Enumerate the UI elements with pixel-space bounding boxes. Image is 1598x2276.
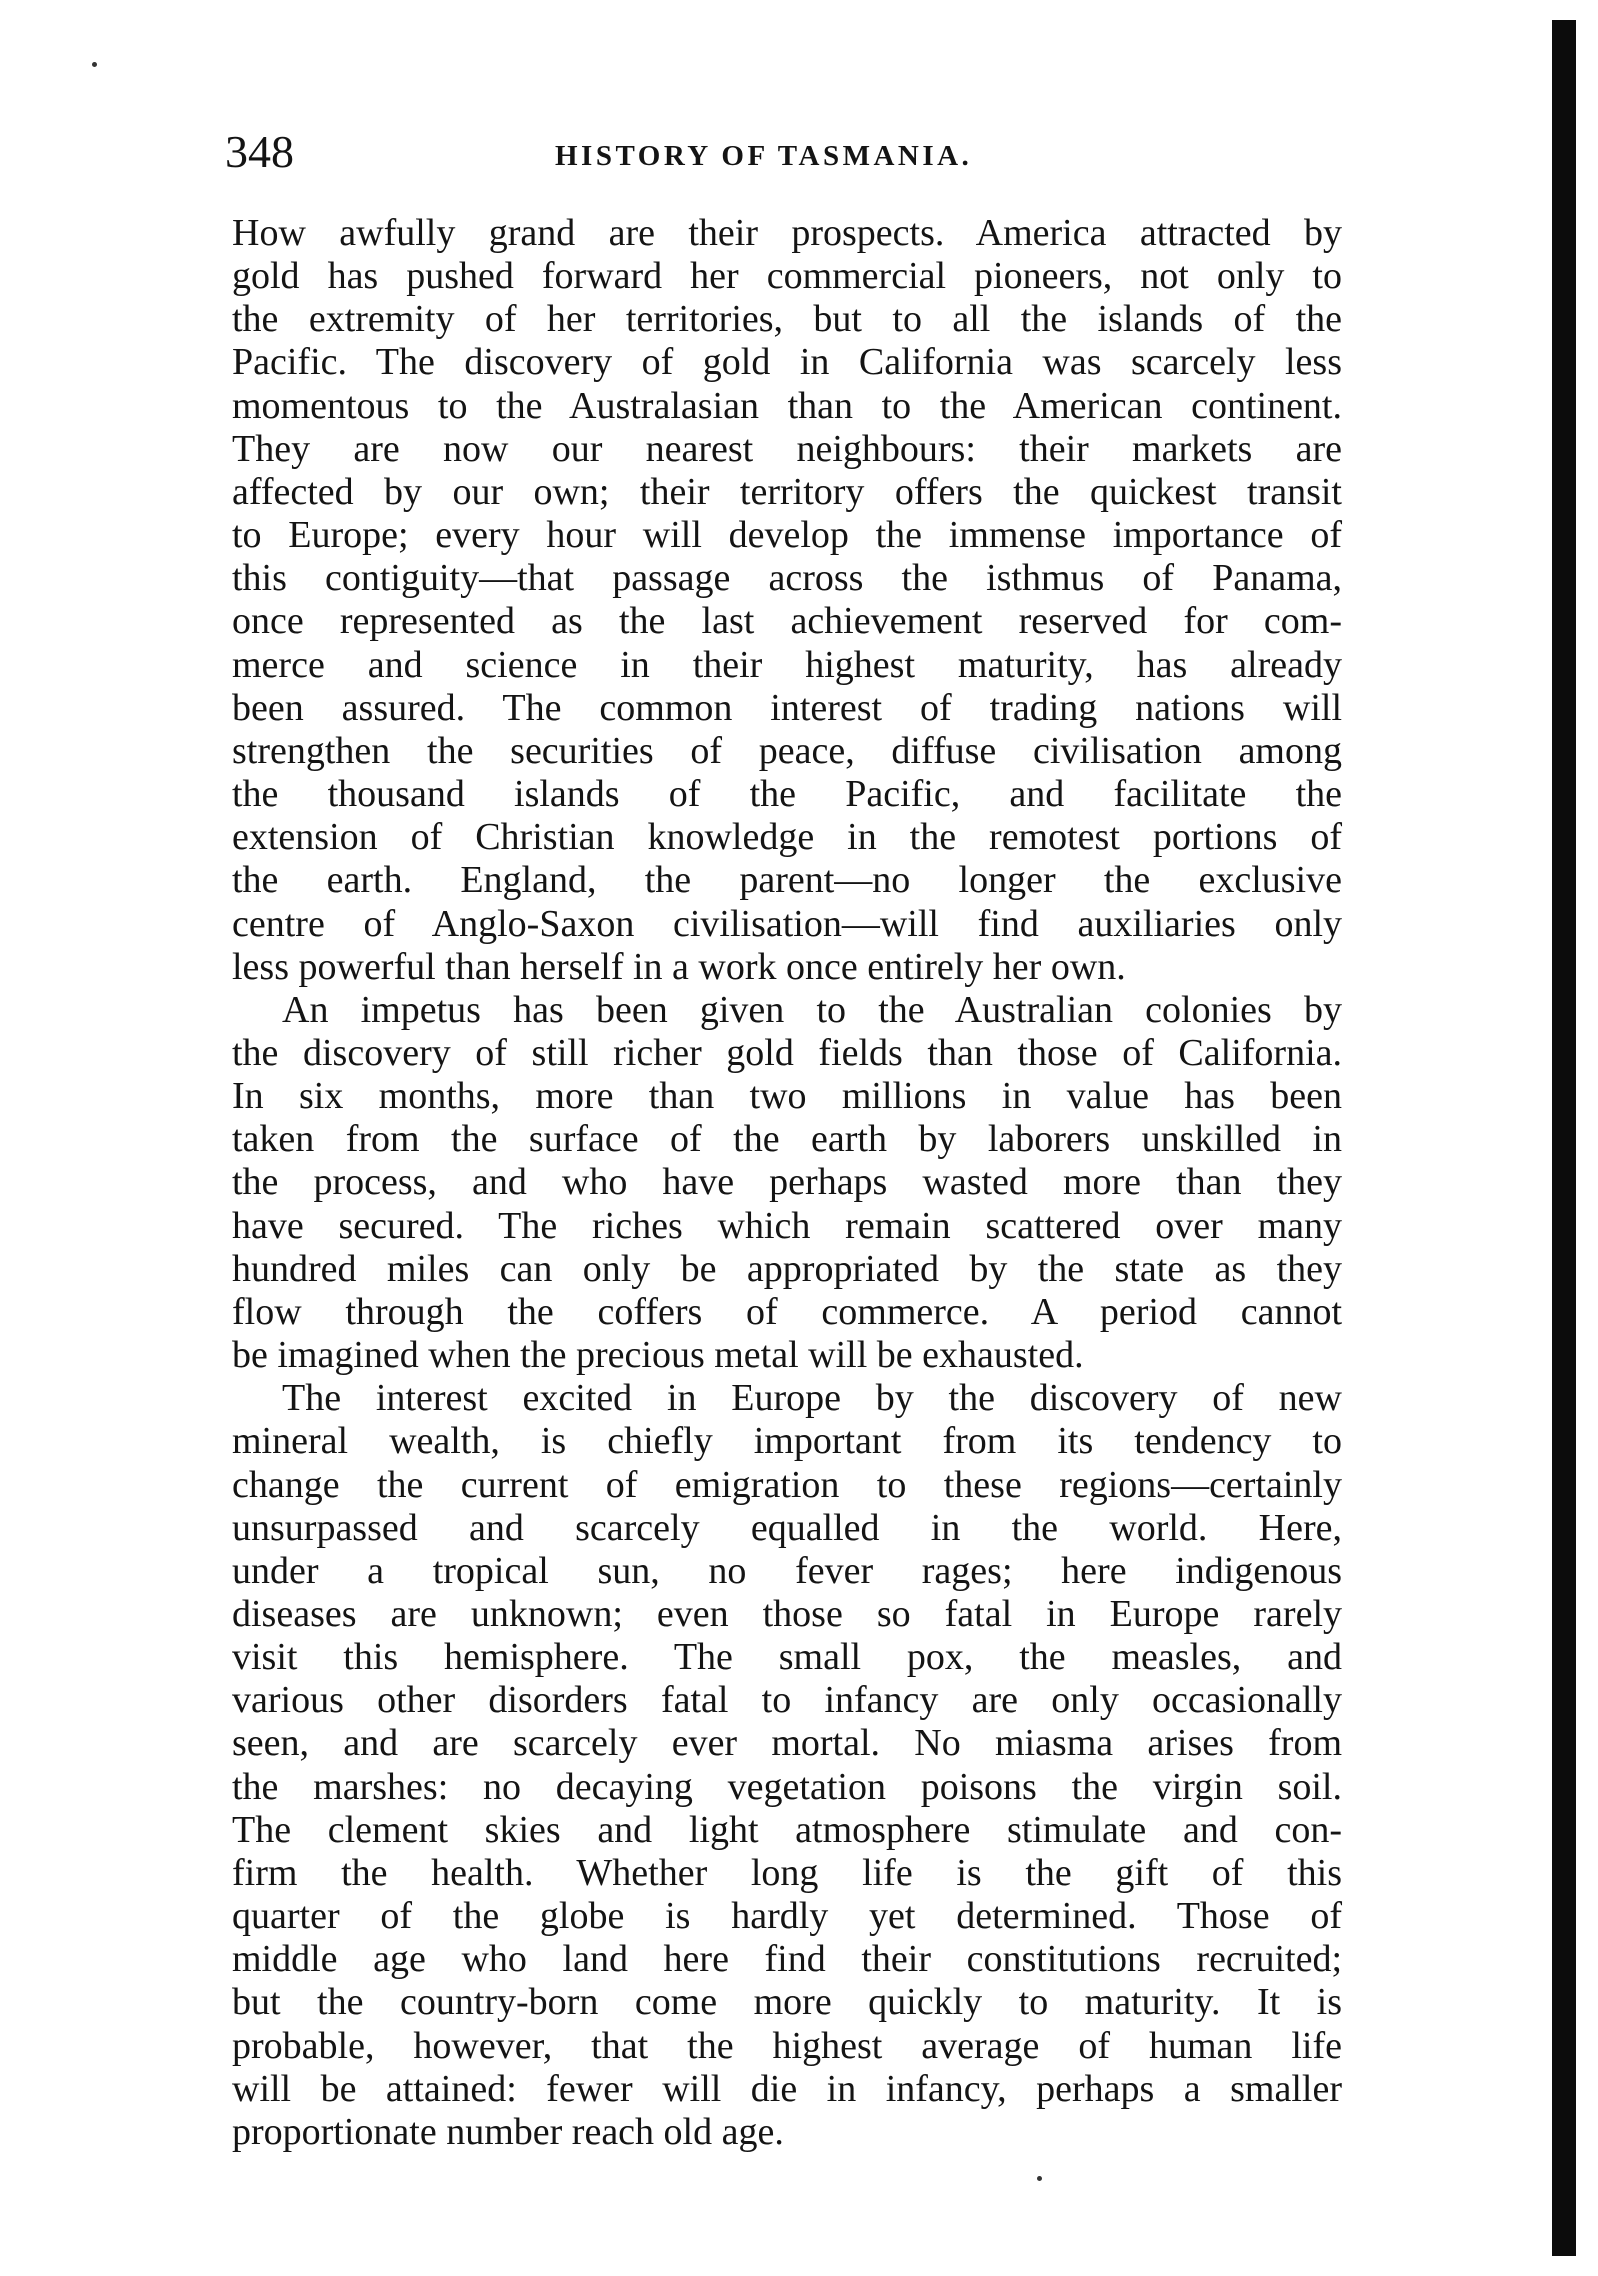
text-line: the discovery of still richer gold fields than those of California. <box>232 1031 1342 1074</box>
text-line: proportionate number reach old age. <box>232 2110 784 2153</box>
text-line: under a tropical sun, no fever rages; here indigenous <box>232 1549 1342 1592</box>
text-line: the thousand islands of the Pacific, and facilitate the <box>232 773 1342 816</box>
text-line: unsurpassed and scarcely equalled in the world. Here, <box>232 1506 1342 1549</box>
running-head: HISTORY OF TASMANIA. <box>555 140 973 172</box>
text-line: firm the health. Whether long life is the gift of this <box>232 1851 1342 1894</box>
text-line: but the country-born come more quickly to maturity. It is <box>232 1981 1342 2024</box>
text-line: the process, and who have perhaps wasted more than they <box>232 1161 1342 1204</box>
body-text <box>232 212 1342 2154</box>
text-line: the extremity of her territories, but to all the islands of the <box>232 298 1342 341</box>
text-line: diseases are unknown; even those so fatal in Europe rarely <box>232 1593 1342 1635</box>
text-line: various other disorders fatal to infancy are only occasionally <box>232 1679 1342 1722</box>
text-line: change the current of emigration to these regions—certainly <box>232 1463 1342 1506</box>
text-line: The interest excited in Europe by the discovery of new <box>282 1377 1342 1420</box>
text-line: In six months, more than two millions in value has been <box>232 1075 1342 1118</box>
text-line: How awfully grand are their prospects. America attracted by <box>232 212 1342 254</box>
text-line: They are now our nearest neighbours: their markets are <box>232 427 1342 470</box>
text-line: be imagined when the precious metal will be exhausted. <box>232 1334 1084 1377</box>
text-line: An impetus has been given to the Australian colonies by <box>282 988 1342 1031</box>
page-header <box>225 122 1345 182</box>
text-line: this contiguity—that passage across the isthmus of Panama, <box>232 557 1342 600</box>
text-line: less powerful than herself in a work once entirely her own. <box>232 945 1126 988</box>
text-line: The clement skies and light atmosphere stimulate and con- <box>232 1808 1342 1851</box>
ink-speck <box>92 62 97 67</box>
text-line: Pacific. The discovery of gold in California was scarcely less <box>232 341 1342 384</box>
text-line: mineral wealth, is chiefly important from its tendency to <box>232 1420 1342 1463</box>
text-line: affected by our own; their territory offers the quickest transit <box>232 470 1342 513</box>
text-line: probable, however, that the highest average of human life <box>232 2024 1342 2067</box>
text-line: extension of Christian knowledge in the remotest portions of <box>232 816 1342 859</box>
text-line: centre of Anglo-Saxon civilisation—will find auxiliaries only <box>232 902 1342 945</box>
text-line: have secured. The riches which remain scattered over many <box>232 1204 1342 1247</box>
text-line: middle age who land here find their constitutions recruited; <box>232 1938 1342 1981</box>
text-line: strengthen the securities of peace, diffuse civilisation among <box>232 729 1342 772</box>
text-line: hundred miles can only be appropriated by the state as they <box>232 1247 1342 1290</box>
ink-speck <box>1037 2176 1042 2181</box>
text-line: will be attained: fewer will die in infancy, perhaps a smaller <box>232 2067 1342 2110</box>
text-line: flow through the coffers of commerce. A period cannot <box>232 1290 1342 1333</box>
text-line: to Europe; every hour will develop the immense importance of <box>232 514 1342 557</box>
text-line: visit this hemisphere. The small pox, the measles, and <box>232 1636 1342 1679</box>
book-binding-edge <box>1552 20 1576 2256</box>
text-line: seen, and are scarcely ever mortal. No miasma arises from <box>232 1722 1342 1765</box>
text-line: gold has pushed forward her commercial pioneers, not only to <box>232 255 1342 298</box>
text-line: momentous to the Australasian than to the American continent. <box>232 384 1342 427</box>
text-line: once represented as the last achievement reserved for com- <box>232 600 1342 643</box>
text-line: merce and science in their highest maturity, has already <box>232 643 1342 686</box>
text-line: the earth. England, the parent—no longer the exclusive <box>232 859 1342 902</box>
page-number: 348 <box>225 126 294 177</box>
text-line: quarter of the globe is hardly yet determined. Those of <box>232 1895 1342 1938</box>
text-line: taken from the surface of the earth by laborers unskilled in <box>232 1118 1342 1161</box>
text-line: the marshes: no decaying vegetation poisons the virgin soil. <box>232 1765 1342 1808</box>
text-line: been assured. The common interest of trading nations will <box>232 686 1342 729</box>
